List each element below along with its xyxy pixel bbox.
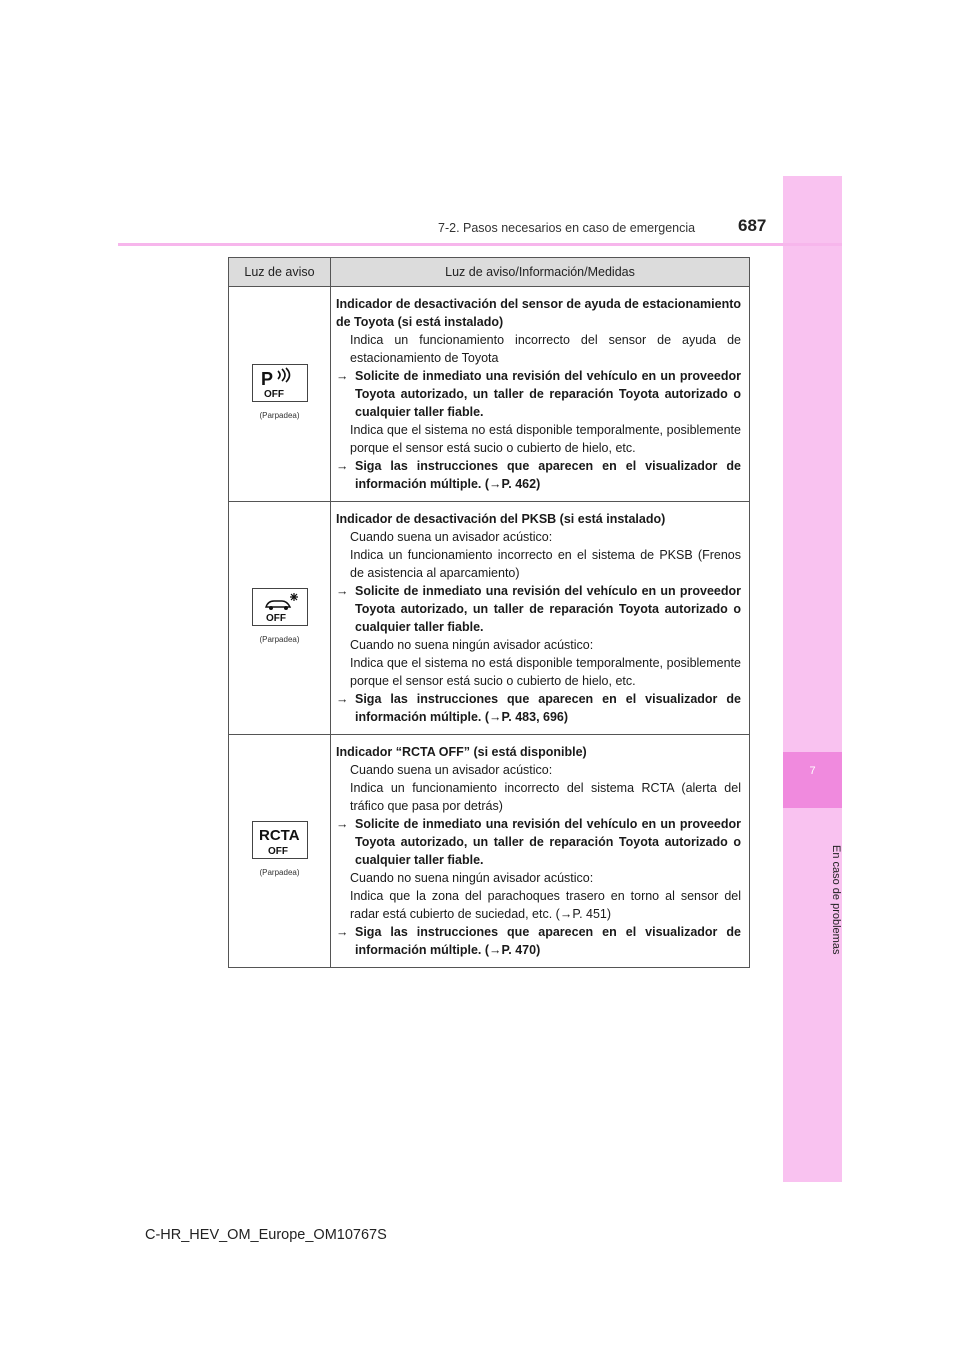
arrow-icon: → [336, 817, 349, 831]
arrow-icon: → [336, 692, 349, 706]
action-line [336, 923, 741, 959]
info-line [336, 887, 741, 923]
info-line: Indica que el sistema no está disponible temporalmente, posiblemente porque el sensor está sucio o cubierto de hielo, etc. [350, 423, 741, 455]
action-text: Siga las instrucciones que aparecen en el visualizador de información múltiple. ( [355, 459, 741, 491]
page-reference-link[interactable]: P. 451 [572, 907, 607, 921]
blink-caption: (Parpadea) [259, 410, 300, 420]
info-cell [331, 287, 750, 502]
info-line: Cuando suena un avisador acústico: [350, 530, 553, 544]
column-header-info: Luz de aviso/Información/Medidas [331, 258, 750, 287]
document-code: C-HR_HEV_OM_Europe_OM10767S [145, 1227, 387, 1243]
park-assist-off-icon [252, 364, 308, 402]
icon-cell [229, 735, 331, 968]
column-header-light: Luz de aviso [229, 258, 331, 287]
arrow-icon: → [489, 477, 502, 491]
svg-text:OFF: OFF [267, 845, 288, 856]
section-title: 7-2. Pasos necesarios en caso de emergencia [438, 221, 696, 235]
info-text: Indica que la zona del parachoques trasero en torno al sensor del radar está cubierto de suciedad, etc. ( [350, 889, 741, 921]
action-text: Solicite de inmediato una revisión del vehículo en un proveedor Toyota autorizado, un taller de reparación Toyota autorizado o cualquier taller fiable. [355, 817, 741, 867]
action-line [336, 815, 741, 869]
action-text: Siga las instrucciones que aparecen en el visualizador de información múltiple. ( [355, 925, 741, 957]
table-row [229, 735, 750, 968]
svg-text:P: P [260, 368, 273, 389]
chapter-label: En caso de problemas [830, 845, 842, 955]
svg-text:OFF: OFF [263, 388, 284, 399]
icon-cell [229, 502, 331, 735]
page-reference-link[interactable]: P. 470 [501, 943, 537, 957]
ref-close: ) [536, 943, 541, 957]
blink-caption: (Parpadea) [259, 634, 300, 644]
info-line: Cuando no suena ningún avisador acústico: [350, 871, 594, 885]
action-line [336, 457, 741, 493]
pksb-off-icon [252, 588, 308, 626]
rcta-off-icon [252, 821, 308, 859]
ref-close: ) [536, 477, 541, 491]
table-row [229, 502, 750, 735]
info-line: Cuando suena un avisador acústico: [350, 763, 553, 777]
action-line [336, 582, 741, 636]
blink-caption: (Parpadea) [259, 867, 300, 877]
arrow-icon: → [489, 710, 502, 724]
arrow-icon: → [559, 907, 573, 921]
page-reference-link[interactable]: P. 462 [501, 477, 537, 491]
info-line: Cuando no suena ningún avisador acústico: [350, 638, 594, 652]
ref-close: ) [563, 710, 569, 724]
info-cell [331, 502, 750, 735]
arrow-icon: → [336, 459, 349, 473]
action-text: Siga las instrucciones que aparecen en el visualizador de información múltiple. ( [355, 692, 741, 724]
chapter-side-tab [783, 176, 842, 1182]
icon-cell [229, 287, 331, 502]
chapter-number: 7 [809, 765, 816, 777]
table-header-row [229, 258, 750, 287]
arrow-icon: → [336, 584, 349, 598]
action-text: Solicite de inmediato una revisión del vehículo en un proveedor Toyota autorizado, un taller de reparación Toyota autorizado o cualquier taller fiable. [355, 584, 741, 634]
row-title: Indicador de desactivación del sensor de ayuda de estacionamiento de Toyota (si está instalado) [336, 297, 741, 329]
svg-text:RCTA: RCTA [258, 826, 300, 844]
arrow-icon: → [336, 925, 349, 939]
header-rule [118, 243, 842, 246]
action-line [336, 367, 741, 421]
info-line: Indica un funcionamiento incorrecto del sistema RCTA (alerta del tráfico que pasa por detrás) [350, 781, 741, 813]
table-row [229, 287, 750, 502]
page-reference-link[interactable]: P. 483, 696 [501, 710, 564, 724]
warning-light-table [228, 257, 750, 968]
action-line [336, 690, 741, 726]
row-title: Indicador “RCTA OFF” (si está disponible) [336, 745, 587, 759]
arrow-icon: → [489, 943, 502, 957]
chapter-number-tab [783, 752, 842, 808]
info-line: Indica que el sistema no está disponible temporalmente, posiblemente porque el sensor está sucio o cubierto de hielo, etc. [350, 656, 741, 688]
row-title: Indicador de desactivación del PKSB (si está instalado) [336, 512, 666, 526]
action-text: Solicite de inmediato una revisión del vehículo en un proveedor Toyota autorizado, un taller de reparación Toyota autorizado o cualquier taller fiable. [355, 369, 741, 419]
info-line: Indica un funcionamiento incorrecto del sensor de ayuda de estacionamiento de Toyota [350, 333, 741, 365]
info-line: Indica un funcionamiento incorrecto en el sistema de PKSB (Frenos de asistencia al aparcamiento) [350, 548, 741, 580]
page-number: 687 [738, 216, 767, 235]
svg-text:OFF: OFF [265, 612, 286, 623]
info-cell [331, 735, 750, 968]
ref-close: ) [606, 907, 612, 921]
arrow-icon: → [336, 369, 349, 383]
